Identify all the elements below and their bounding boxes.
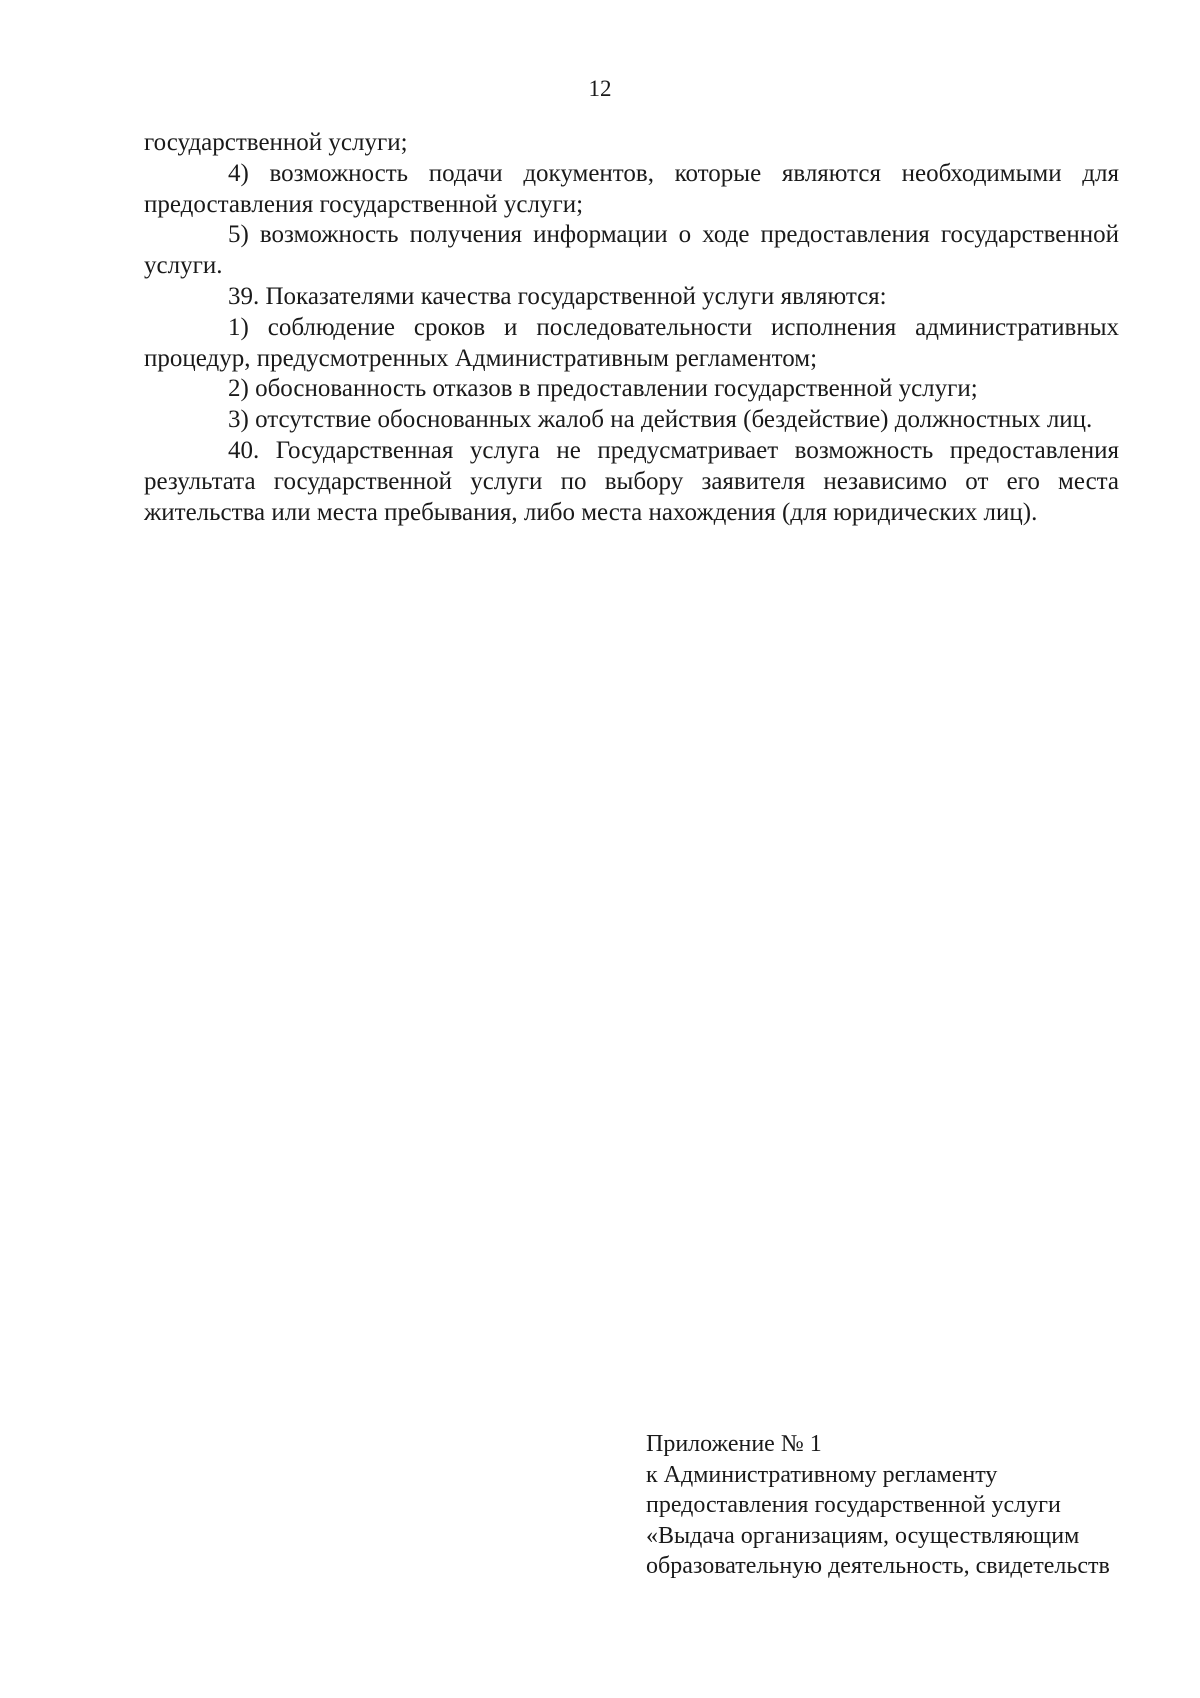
- list-item-39-3: 3) отсутствие обоснованных жалоб на действия (бездействие) должностных лиц.: [228, 406, 1093, 434]
- appendix-line: образовательную деятельность, свидетельств: [646, 1553, 1110, 1579]
- appendix-line: Приложение № 1: [646, 1431, 822, 1457]
- list-item-5: 5) возможность получения информации о ходе предоставления государственной услуги.: [144, 221, 1119, 280]
- section-39-heading: 39. Показателями качества государственной услуги являются:: [228, 282, 887, 310]
- document-body: [144, 128, 1119, 528]
- appendix-line: «Выдача организациям, осуществляющим: [646, 1522, 1080, 1549]
- appendix-line: предоставления государственной услуги: [646, 1492, 1061, 1518]
- page-number: 12: [588, 76, 612, 101]
- section-40-paragraph: 40. Государственная услуга не предусматривает возможность предоставления результата государственной услуги по выбору заявителя независимо от его места жительства или места пребывания, либо места нахождения (для юридических лиц).: [144, 436, 1119, 526]
- list-item-39-2: 2) обоснованность отказов в предоставлении государственной услуги;: [228, 375, 978, 403]
- appendix-note: [646, 1429, 1166, 1582]
- appendix-line: к Административному регламенту: [646, 1461, 998, 1488]
- list-item-4: 4) возможность подачи документов, которые являются необходимыми для предоставления государственной услуги;: [144, 159, 1119, 218]
- list-item-39-1: 1) соблюдение сроков и последовательности исполнения административных процедур, предусмотренных Административным регламентом;: [144, 313, 1119, 372]
- paragraph-continuation: государственной услуги;: [144, 129, 408, 156]
